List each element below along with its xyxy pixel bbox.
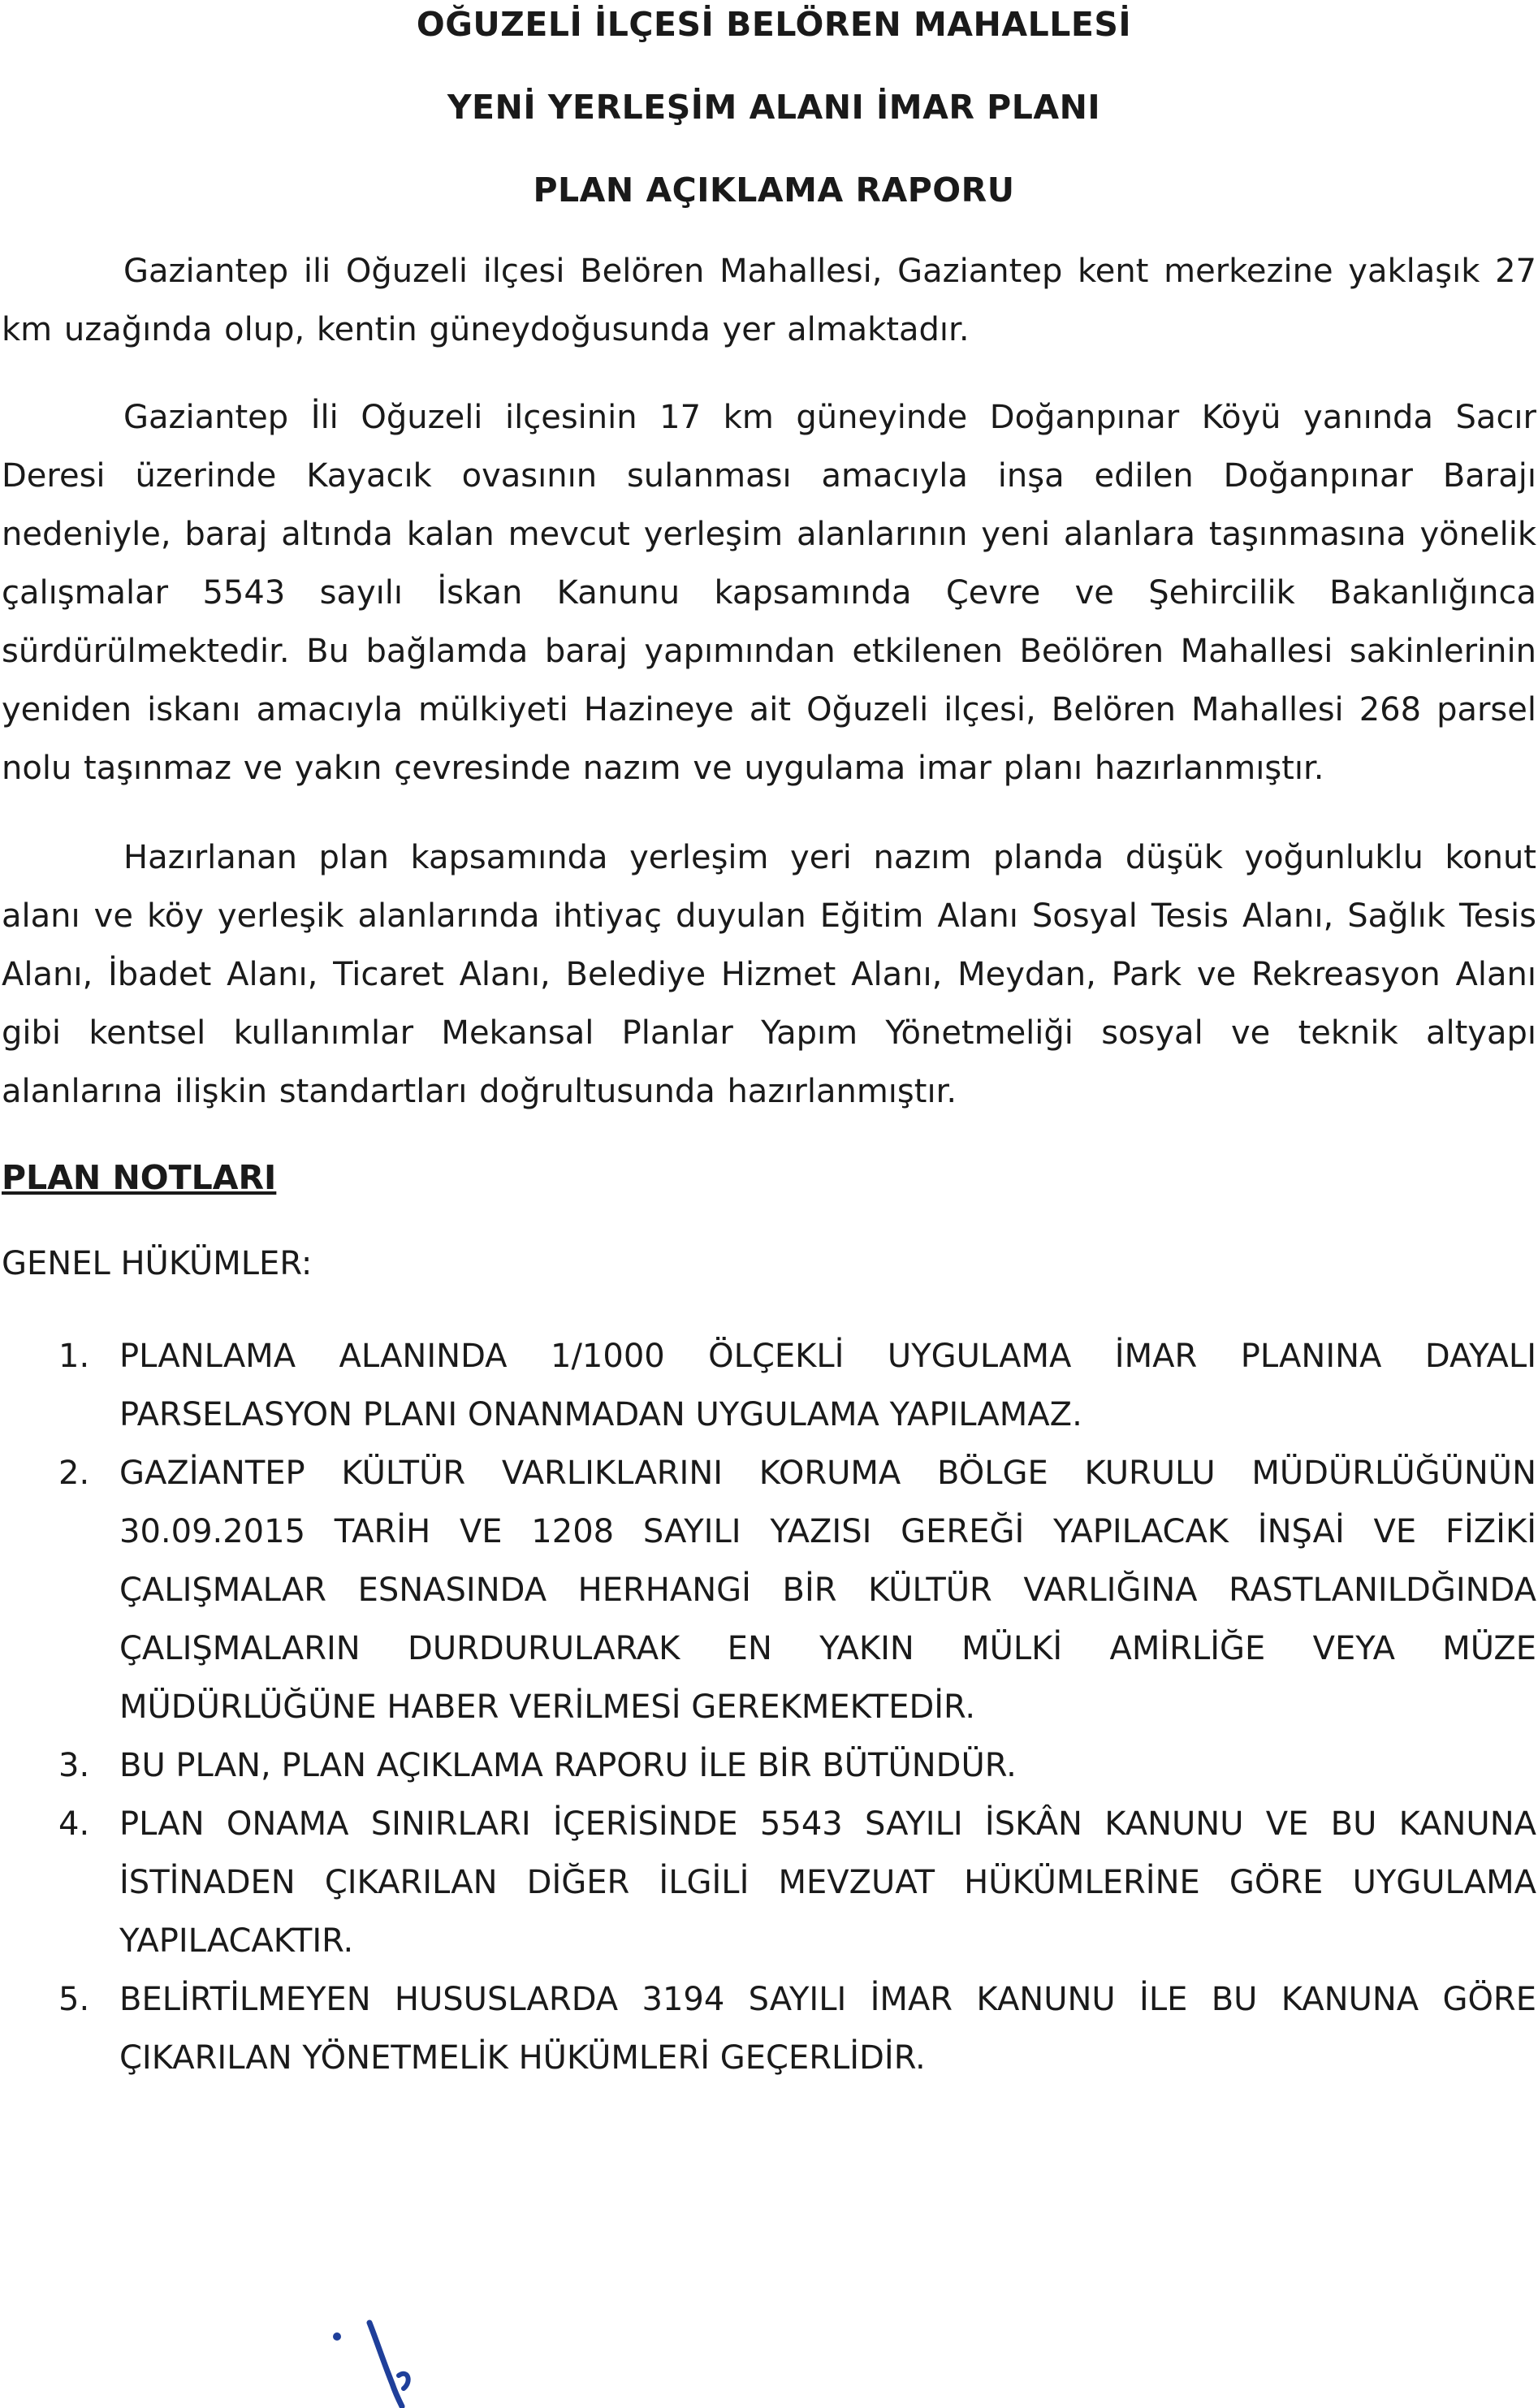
document-title-line-1: OĞUZELİ İLÇESİ BELÖREN MAHALLESİ: [416, 5, 1132, 44]
plan-note-text: PLANLAMA ALANINDA 1/1000 ÖLÇEKLİ UYGULAMA İMAR PLANINA DAYALI PARSELASYON PLANI ONANMADAN UYGULAMA YAPILAMAZ.: [119, 1338, 1536, 1433]
signature-mark-icon: [321, 2319, 483, 2408]
plan-note-number: 4.: [58, 1805, 90, 1843]
general-provisions-subtitle: GENEL HÜKÜMLER:: [2, 1245, 313, 1282]
paragraph-background: Gaziantep İli Oğuzeli ilçesinin 17 km güneyinde Doğanpınar Köyü yanında Sacır Deresi üzerinde Kayacık ovasının sulanması amacıyla inşa edilen Doğanpınar Barajı nedeniyle, baraj altında kalan mevcut yerleşim alanlarının yeni alanlara taşınmasına yönelik çalışmalar 5543 sayılı İskan Kanunu kapsamında Çevre ve Şehircilik Bakanlığınca sürdürülmektedir. Bu bağlamda baraj yapımından etkilenen Beölören Mahallesi sakinlerinin yeniden iskanı amacıyla mülkiyeti Hazineye ait Oğuzeli ilçesi, Belören Mahallesi 268 parsel nolu taşınmaz ve yakın çevresinde nazım ve uygulama imar planı hazırlanmıştır.: [2, 399, 1536, 787]
plan-note-text: BU PLAN, PLAN AÇIKLAMA RAPORU İLE BİR BÜTÜNDÜR.: [119, 1747, 1017, 1784]
plan-note-text: PLAN ONAMA SINIRLARI İÇERİSİNDE 5543 SAYILI İSKÂN KANUNU VE BU KANUNA İSTİNADEN ÇIKARILAN DİĞER İLGİLİ MEVZUAT HÜKÜMLERİNE GÖRE UYGULAMA YAPILACAKTIR.: [119, 1805, 1536, 1960]
plan-note-item: [2, 1970, 1536, 2087]
plan-note-number: 5.: [58, 1981, 90, 2018]
plan-note-item: [2, 1795, 1536, 1970]
paragraph-plan-scope: Hazırlanan plan kapsamında yerleşim yeri nazım planda düşük yoğunluklu konut alanı ve köy yerleşik alanlarında ihtiyaç duyulan Eğitim Alanı Sosyal Tesis Alanı, Sağlık Tesis Alanı, İbadet Alanı, Ticaret Alanı, Belediye Hizmet Alanı, Meydan, Park ve Rekreasyon Alanı gibi kentsel kullanımlar Mekansal Planlar Yapım Yönetmeliği sosyal ve teknik altyapı alanlarına ilişkin standartları doğrultusunda hazırlanmıştır.: [2, 839, 1536, 1110]
document-title-line-3: PLAN AÇIKLAMA RAPORU: [533, 171, 1015, 210]
plan-note-text: BELİRTİLMEYEN HUSUSLARDA 3194 SAYILI İMAR KANUNU İLE BU KANUNA GÖRE ÇIKARILAN YÖNETMELİK HÜKÜMLERİ GEÇERLİDİR.: [119, 1981, 1536, 2077]
document-title-line-2: YENİ YERLEŞİM ALANI İMAR PLANI: [447, 88, 1101, 127]
plan-note-item: [2, 1327, 1536, 1444]
plan-notes-list: [2, 1327, 1538, 2087]
plan-note-item: [2, 1444, 1536, 1736]
plan-note-item: [2, 1736, 1536, 1795]
paragraph-location: Gaziantep ili Oğuzeli ilçesi Belören Mahallesi, Gaziantep kent merkezine yaklaşık 27 km uzağında olup, kentin güneydoğusunda yer almaktadır.: [2, 253, 1536, 348]
plan-note-number: 3.: [58, 1747, 90, 1784]
plan-notes-title: PLAN NOTLARI: [2, 1158, 277, 1197]
plan-note-number: 2.: [58, 1455, 90, 1492]
plan-note-number: 1.: [58, 1338, 90, 1375]
plan-note-text: GAZİANTEP KÜLTÜR VARLIKLARINI KORUMA BÖLGE KURULU MÜDÜRLÜĞÜNÜN 30.09.2015 TARİH VE 1208 SAYILI YAZISI GEREĞİ YAPILACAK İNŞAİ VE FİZİKİ ÇALIŞMALAR ESNASINDA HERHANGİ BİR KÜLTÜR VARLIĞINA RASTLANILDĞINDA ÇALIŞMALARIN DURDURULARAK EN YAKIN MÜLKİ AMİRLİĞE VEYA MÜZE MÜDÜRLÜĞÜNE HABER VERİLMESİ GEREKMEKTEDİR.: [119, 1455, 1536, 1726]
